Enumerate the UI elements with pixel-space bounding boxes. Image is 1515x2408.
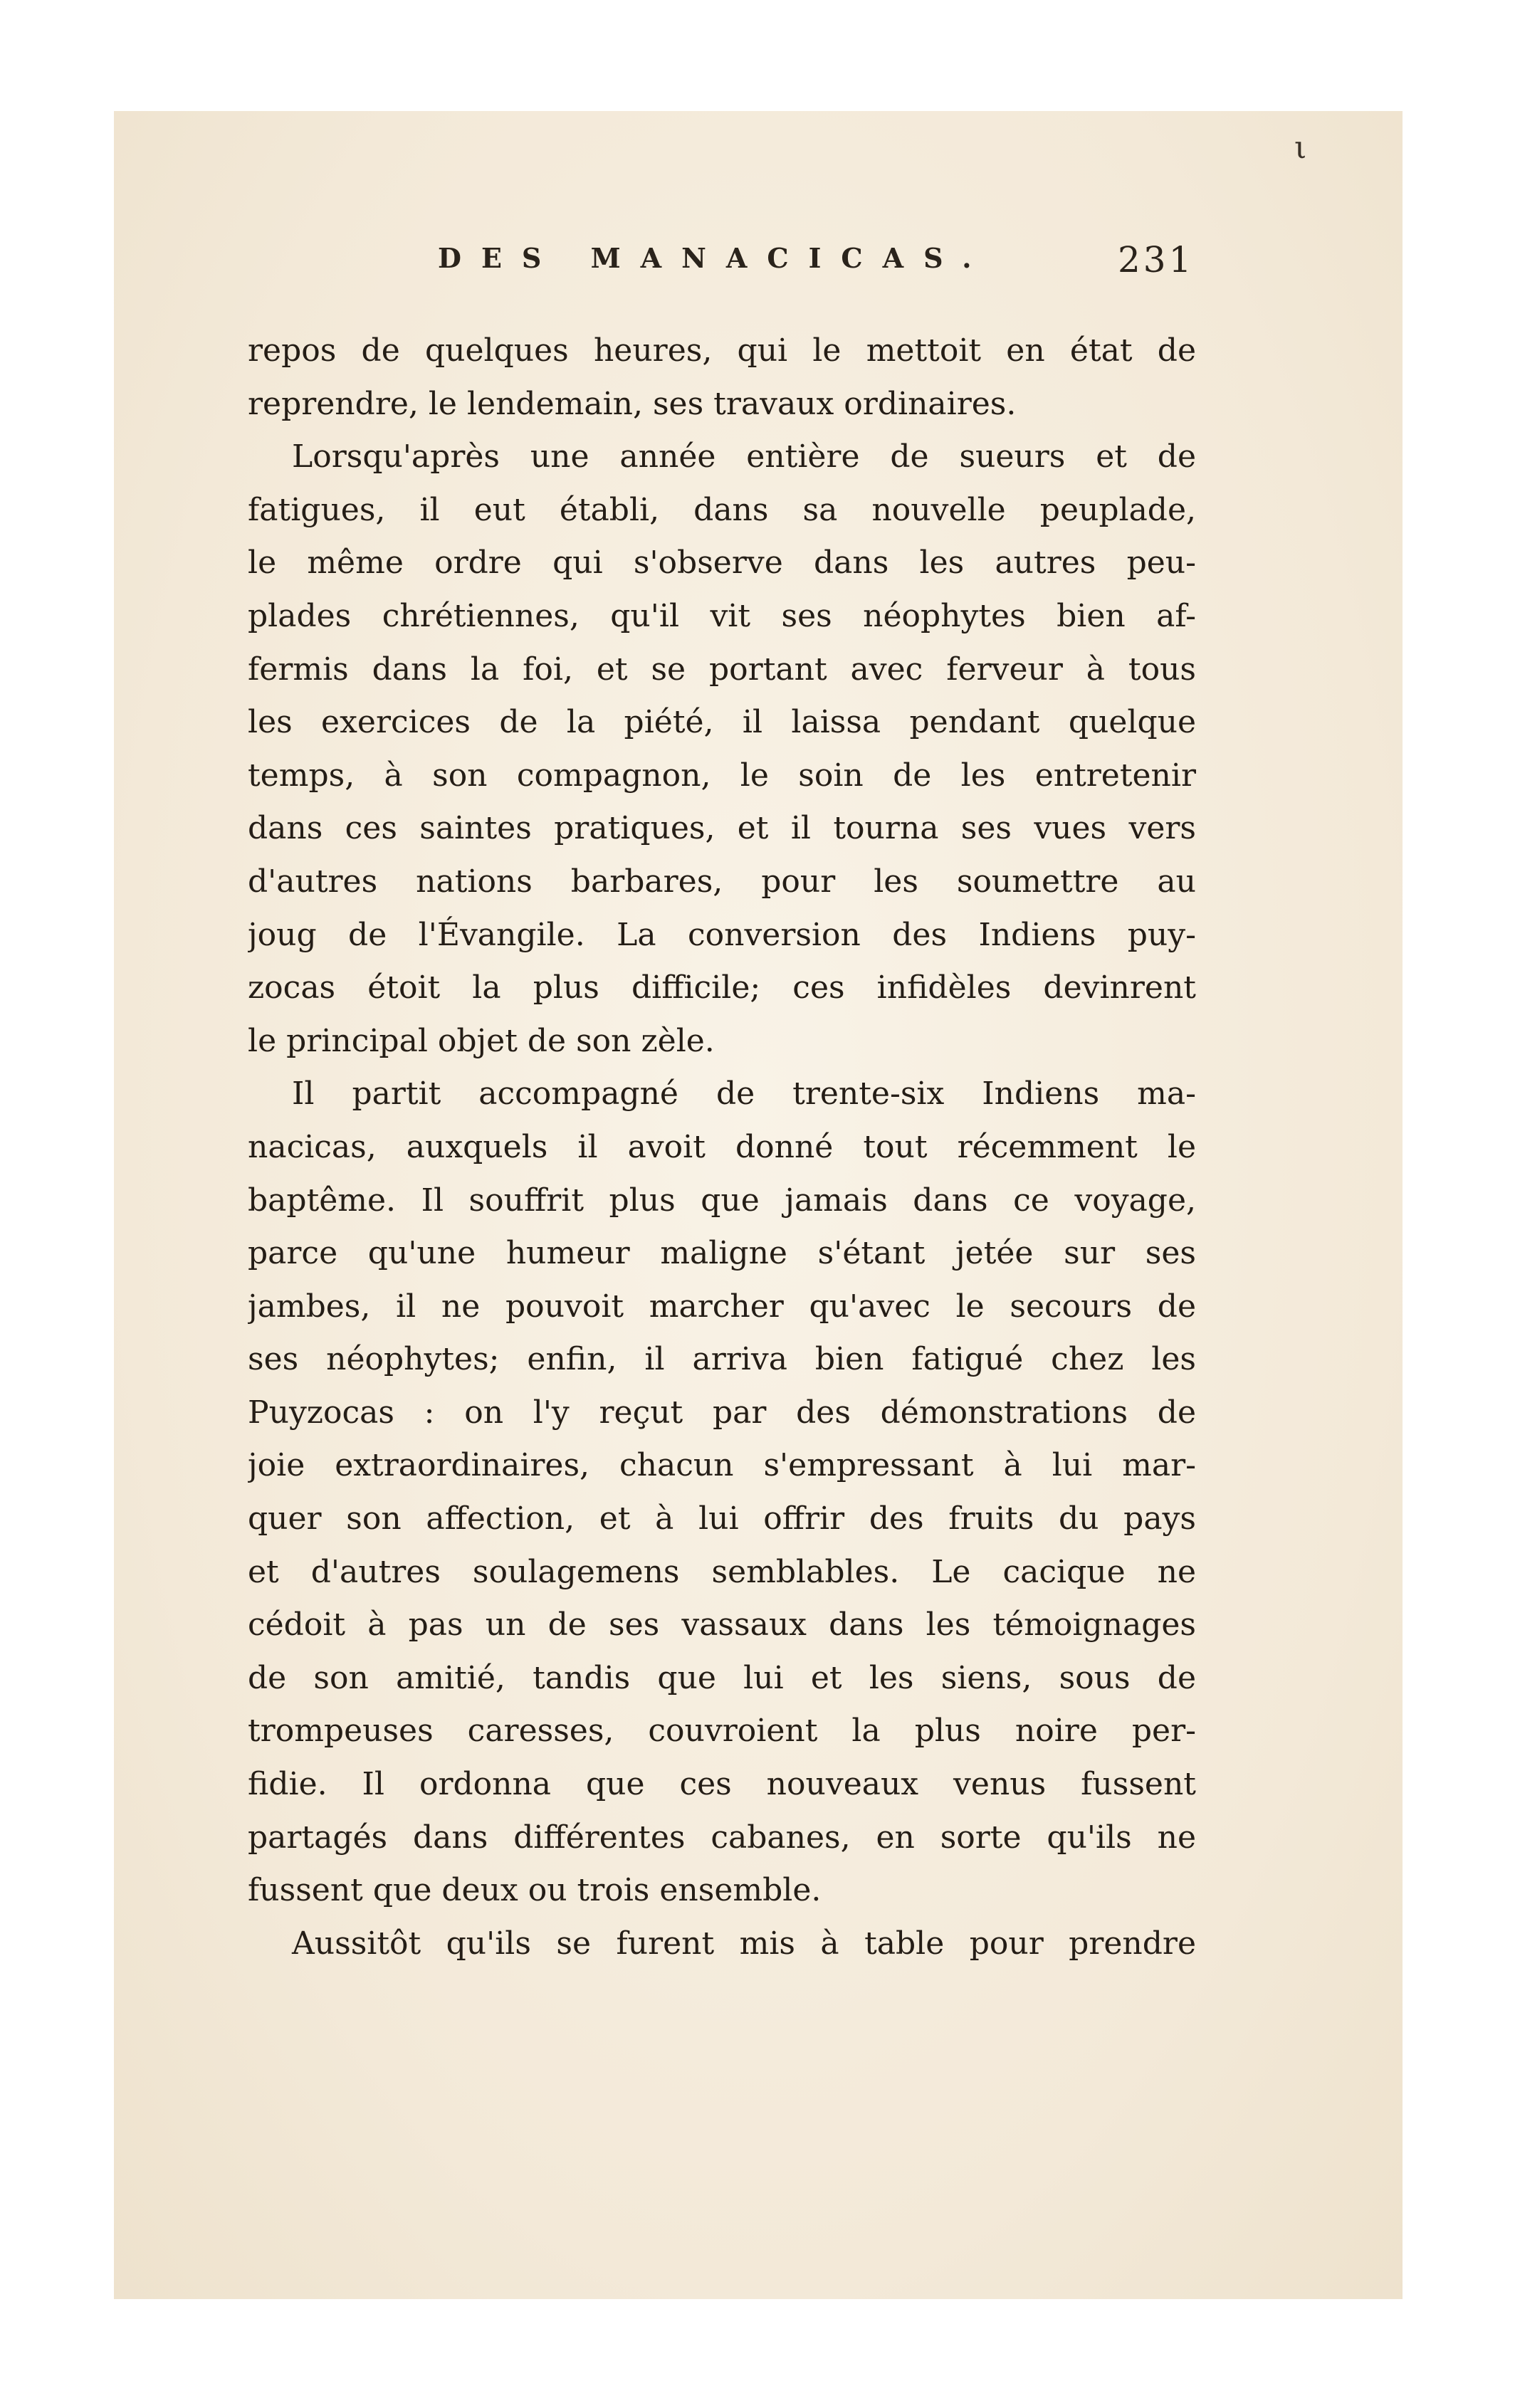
paragraph-start-line: Aussitôt qu'ils se furent mis à table pour prendre xyxy=(292,1925,1196,1962)
text-line: reprendre, le lendemain, ses travaux ordinaires. xyxy=(248,385,1017,422)
paragraph-start-line: Lorsqu'après une année entière de sueurs et de xyxy=(292,438,1196,475)
text-line: le même ordre qui s'observe dans les autres peu- xyxy=(248,545,1196,582)
text-line: joug de l'Évangile. La conversion des Indiens puy- xyxy=(248,916,1196,953)
text-line: le principal objet de son zèle. xyxy=(248,1022,715,1059)
text-line: dans ces saintes pratiques, et il tourna ses vues vers xyxy=(248,810,1196,847)
book-page xyxy=(114,111,1403,2299)
page-number: 231 xyxy=(1118,239,1195,280)
text-line: fidie. Il ordonna que ces nouveaux venus fussent xyxy=(248,1766,1196,1803)
text-line: les exercices de la piété, il laissa pendant quelque xyxy=(248,704,1196,741)
text-line: nacicas, auxquels il avoit donné tout récemment le xyxy=(248,1128,1196,1165)
text-line: cédoit à pas un de ses vassaux dans les témoignages xyxy=(248,1607,1196,1644)
page-header xyxy=(114,239,1403,299)
text-line: jambes, il ne pouvoit marcher qu'avec le secours de xyxy=(248,1288,1196,1325)
text-line: temps, à son compagnon, le soin de les entretenir xyxy=(248,757,1196,794)
paragraph-start-line: Il partit accompagné de trente-six Indiens ma- xyxy=(292,1076,1196,1113)
text-line: zocas étoit la plus difficile; ces infidèles devinrent xyxy=(248,969,1196,1006)
text-line: et d'autres soulagemens semblables. Le cacique ne xyxy=(248,1553,1196,1590)
text-line: joie extraordinaires, chacun s'empressant à lui mar- xyxy=(248,1447,1196,1484)
body-text xyxy=(248,325,1196,1970)
text-line: d'autres nations barbares, pour les soumettre au xyxy=(248,863,1196,900)
running-title: DES MANACICAS. xyxy=(438,242,992,274)
text-line: repos de quelques heures, qui le mettoit en état de xyxy=(248,332,1196,369)
text-line: fermis dans la foi, et se portant avec ferveur à tous xyxy=(248,651,1196,688)
text-line: parce qu'une humeur maligne s'étant jetée sur ses xyxy=(248,1235,1196,1272)
text-line: fatigues, il eut établi, dans sa nouvelle peuplade, xyxy=(248,491,1196,528)
margin-mark: ι xyxy=(1294,130,1307,166)
text-line: partagés dans différentes cabanes, en sorte qu'ils ne xyxy=(248,1819,1196,1856)
text-line: plades chrétiennes, qu'il vit ses néophytes bien af- xyxy=(248,597,1196,634)
text-line: ses néophytes; enfin, il arriva bien fatigué chez les xyxy=(248,1341,1196,1378)
text-line: Puyzocas : on l'y reçut par des démonstrations de xyxy=(248,1394,1196,1431)
text-line: trompeuses caresses, couvroient la plus noire per- xyxy=(248,1713,1196,1750)
text-line: quer son affection, et à lui offrir des fruits du pays xyxy=(248,1500,1196,1537)
text-line: fussent que deux ou trois ensemble. xyxy=(248,1872,822,1909)
text-line: de son amitié, tandis que lui et les siens, sous de xyxy=(248,1659,1196,1696)
text-line: baptême. Il souffrit plus que jamais dans ce voyage, xyxy=(248,1182,1196,1219)
